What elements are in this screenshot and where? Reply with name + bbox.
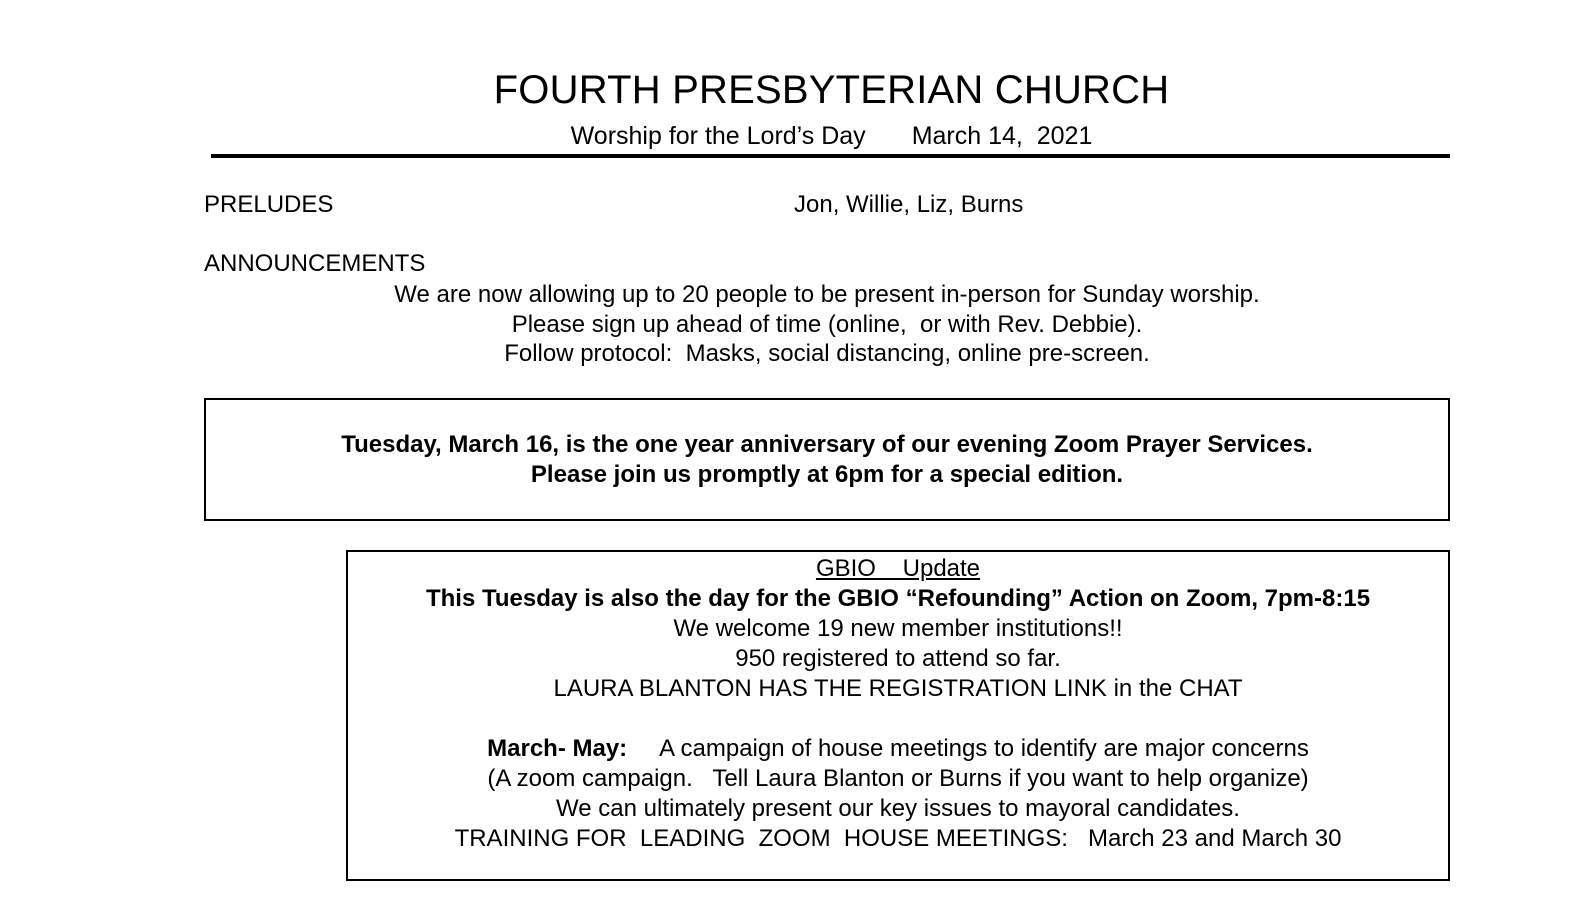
church-title: FOURTH PRESBYTERIAN CHURCH (493, 68, 1170, 112)
gbio-update-box (346, 550, 1450, 881)
announcement-line: Follow protocol: Masks, social distancing, online pre-screen. (504, 340, 1150, 367)
announcement-line: We are now allowing up to 20 people to be present in-person for Sunday worship. (394, 281, 1260, 308)
service-date: March 14, 2021 (911, 122, 1093, 150)
gbio-line: LAURA BLANTON HAS THE REGISTRATION LINK in the CHAT (553, 675, 1243, 702)
gbio-heading: GBIO Update (815, 555, 981, 582)
anniversary-line: Please join us promptly at 6pm for a special edition. (530, 461, 1124, 488)
campaign-detail-line: We can ultimately present our key issues to mayoral candidates. (556, 795, 1240, 822)
announcements-label: ANNOUNCEMENTS (204, 250, 426, 277)
campaign-text: A campaign of house meetings to identify are major concerns (659, 735, 1309, 762)
preludes-label: PRELUDES (204, 191, 334, 218)
anniversary-line: Tuesday, March 16, is the one year anniversary of our evening Zoom Prayer Services. (341, 431, 1313, 458)
service-subtitle: Worship for the Lord’s Day (570, 122, 866, 150)
preludes-performers: Jon, Willie, Liz, Burns (794, 191, 1024, 218)
gbio-line: 950 registered to attend so far. (735, 645, 1061, 672)
spacer (348, 704, 1448, 734)
gbio-refounding-line: This Tuesday is also the day for the GBIO “Refounding” Action on Zoom, 7pm-8:15 (425, 585, 1371, 612)
announcement-line: Please sign up ahead of time (online, or with Rev. Debbie). (511, 310, 1143, 338)
training-line: TRAINING FOR LEADING ZOOM HOUSE MEETINGS: March 23 and March 30 (454, 825, 1342, 852)
gbio-line: We welcome 19 new member institutions!! (673, 615, 1123, 642)
campaign-detail-line: (A zoom campaign. Tell Laura Blanton or Burns if you want to help organize) (487, 765, 1309, 792)
service-subtitle-row (213, 120, 1450, 152)
campaign-label: March- May: (487, 735, 628, 762)
header-divider (211, 154, 1450, 158)
anniversary-notice-box (204, 398, 1450, 521)
campaign-line (348, 734, 1448, 764)
announcements-text (204, 280, 1450, 369)
